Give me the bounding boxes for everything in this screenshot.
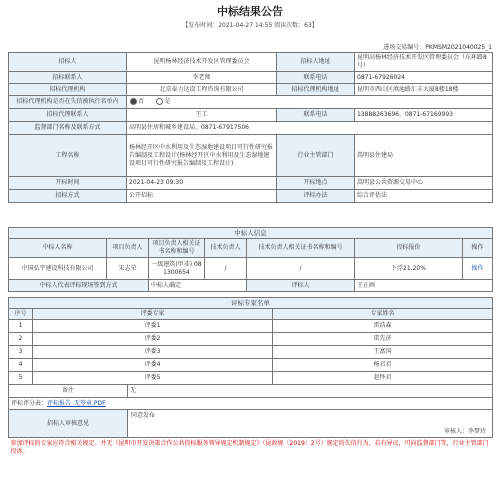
- phone-label: 联系电话: [277, 72, 355, 84]
- eval-label: 评标办法: [277, 190, 355, 203]
- tenderer-value: 昆明杨林经济技术开发区管理委员会: [127, 53, 277, 72]
- table-row: [9, 320, 493, 333]
- expert-name: 杨君君: [273, 359, 493, 372]
- supervise-options: [127, 96, 493, 109]
- regulator-label: 监督部门名称及联系方式: [9, 122, 127, 135]
- opinion-signer: 审核人：李梦玲: [443, 428, 486, 435]
- opinion-cell: [128, 410, 493, 438]
- report-label: 评标评分表：: [11, 399, 48, 407]
- winner-price: 下浮21.20%: [355, 258, 463, 280]
- rep-person-label: 评标人: [247, 280, 355, 292]
- expert-name: 王富国: [273, 346, 493, 359]
- col-price: 投标报价: [355, 239, 463, 258]
- project-value: 杨林经开区中水利用及生态湿地建设项目可行性研究报告编制及工程设计(杨林经开区中水利用及生态湿地建设项目可行性研究报告编制及工程设计): [127, 135, 277, 177]
- expert-name: 雷浩森: [273, 320, 493, 333]
- agency-value: 北京泰力达设工程咨询有限公司: [127, 84, 277, 96]
- agency-contact-value: 王工: [127, 109, 277, 122]
- experts-section-title: 评标专家名单: [9, 298, 493, 309]
- expert-role: 评委4: [33, 359, 273, 372]
- phone-value: 0871-67926024: [355, 72, 493, 84]
- agency-contact-label: 招标代理联系人: [9, 109, 127, 122]
- radio-yes-label: 是: [164, 98, 171, 105]
- col-winner-name: 中标人名称: [9, 239, 107, 258]
- expert-no: 4: [9, 359, 33, 372]
- place-label: 开标地点: [277, 177, 355, 190]
- winner-table: [8, 227, 493, 292]
- open-time-label: 开标时间: [9, 177, 127, 190]
- experts-table: [8, 297, 493, 458]
- col-role: 评委专家: [33, 309, 273, 320]
- tender-info-table: [8, 52, 493, 203]
- opinion-label: 招标人审核意见: [9, 410, 128, 438]
- contact-label: 招标联系人: [9, 72, 127, 84]
- remark-label: 备注: [9, 385, 128, 398]
- winner-op-link[interactable]: 操作: [463, 258, 493, 280]
- open-time-value: 2021-04-23 09:30: [127, 177, 277, 190]
- col-no: 序号: [9, 309, 33, 320]
- contact-value: 李老师: [127, 72, 277, 84]
- expert-no: 3: [9, 346, 33, 359]
- industry-label: 行业主管部门: [277, 135, 355, 177]
- winner-tech: /: [205, 258, 247, 280]
- method-value: 公开招标: [127, 190, 277, 203]
- winner-section-title: 中标人信息: [9, 228, 493, 239]
- rep-type: 中标人确定: [149, 280, 247, 292]
- expert-no: 1: [9, 320, 33, 333]
- expert-no: 2: [9, 333, 33, 346]
- report-row: [9, 398, 493, 410]
- agency-phone-value: 13888263696，0871-67169993: [355, 109, 493, 122]
- expert-role: 评委5: [33, 372, 273, 385]
- radio-no-icon[interactable]: [130, 98, 137, 105]
- agency-address-value: 昆明市西山区滇池路汇丰大厦8楼18楼: [355, 84, 493, 96]
- expert-no: 5: [9, 372, 33, 385]
- project-label: 工程名称: [9, 135, 127, 177]
- col-tech: 技术负责人: [205, 239, 247, 258]
- expert-role: 评委3: [33, 346, 273, 359]
- winner-pm-cert: 一级建筑(甲非) 081300654: [149, 258, 205, 280]
- radio-yes-icon[interactable]: [156, 98, 163, 105]
- table-row: [9, 372, 493, 385]
- winner-pm: 宋志荣: [107, 258, 149, 280]
- registration-number: 进场交易编号：PKMSM2021040025_1: [383, 44, 492, 51]
- col-expert-name: 专家姓名: [273, 309, 493, 320]
- expert-role: 评委1: [33, 320, 273, 333]
- winner-tech-cert: /: [247, 258, 355, 280]
- expert-name: 雷先济: [273, 333, 493, 346]
- col-tech-cert: 技术负责人相关证书名称和编号: [247, 239, 355, 258]
- place-value: 嵩明县公共资源交易中心: [355, 177, 493, 190]
- col-op: 操作: [463, 239, 493, 258]
- eval-value: 综合评估法: [355, 190, 493, 203]
- tenderer-label: 招标人: [9, 53, 127, 72]
- rep-person: 王正画: [355, 280, 493, 292]
- page-title: 中标结果公告: [217, 5, 283, 18]
- publish-meta: 【发布时间：2021-04-27 14:55 阅读次数：63】: [182, 22, 318, 29]
- winner-name: 中国弘宇建设科技有限公司: [9, 258, 107, 280]
- agency-address-label: 招标代理机构地址: [277, 84, 355, 96]
- rep-label: 中标人代表评标现场签到方式: [9, 280, 149, 292]
- radio-no-label: 否: [138, 98, 145, 105]
- col-pm-cert: 项目负责人相关证书名称和编号: [149, 239, 205, 258]
- expert-role: 评委2: [33, 333, 273, 346]
- table-row: [9, 346, 493, 359]
- report-pdf-link[interactable]: 评标报告_无签章.PDF: [47, 399, 106, 407]
- tenderer-address-value: 昆明高杨林经济技术开发区管理委员会（东环路8号）: [355, 53, 493, 72]
- tenderer-address-label: 招标人地址: [277, 53, 355, 72]
- supervise-label: 招标代理机构是否在失信被执行名单内: [9, 96, 127, 109]
- table-row: [9, 333, 493, 346]
- col-pm: 项目负责人: [107, 239, 149, 258]
- industry-value: 嵩明县住建局: [355, 135, 493, 177]
- notice-text: 参加评标的专家应符合相关规定。并无《昆明市开发决策合作公共投标服务领导规定机制规定》（昆政规〔2019〕2号）规定的失信行为，若有异议，可向监督部门等，行业主管部门投诉。: [9, 438, 493, 458]
- agency-label: 招标代理机构: [9, 84, 127, 96]
- remark-value: 无: [128, 385, 493, 398]
- regulator-value: 高明县住房和城乡建设局、0871-67917506: [127, 122, 493, 135]
- agency-phone-label: 联系电话: [277, 109, 355, 122]
- table-row: [9, 359, 493, 372]
- method-label: 招标方式: [9, 190, 127, 203]
- opinion-value: 同意发布: [131, 412, 156, 419]
- expert-name: 赵怀君: [273, 372, 493, 385]
